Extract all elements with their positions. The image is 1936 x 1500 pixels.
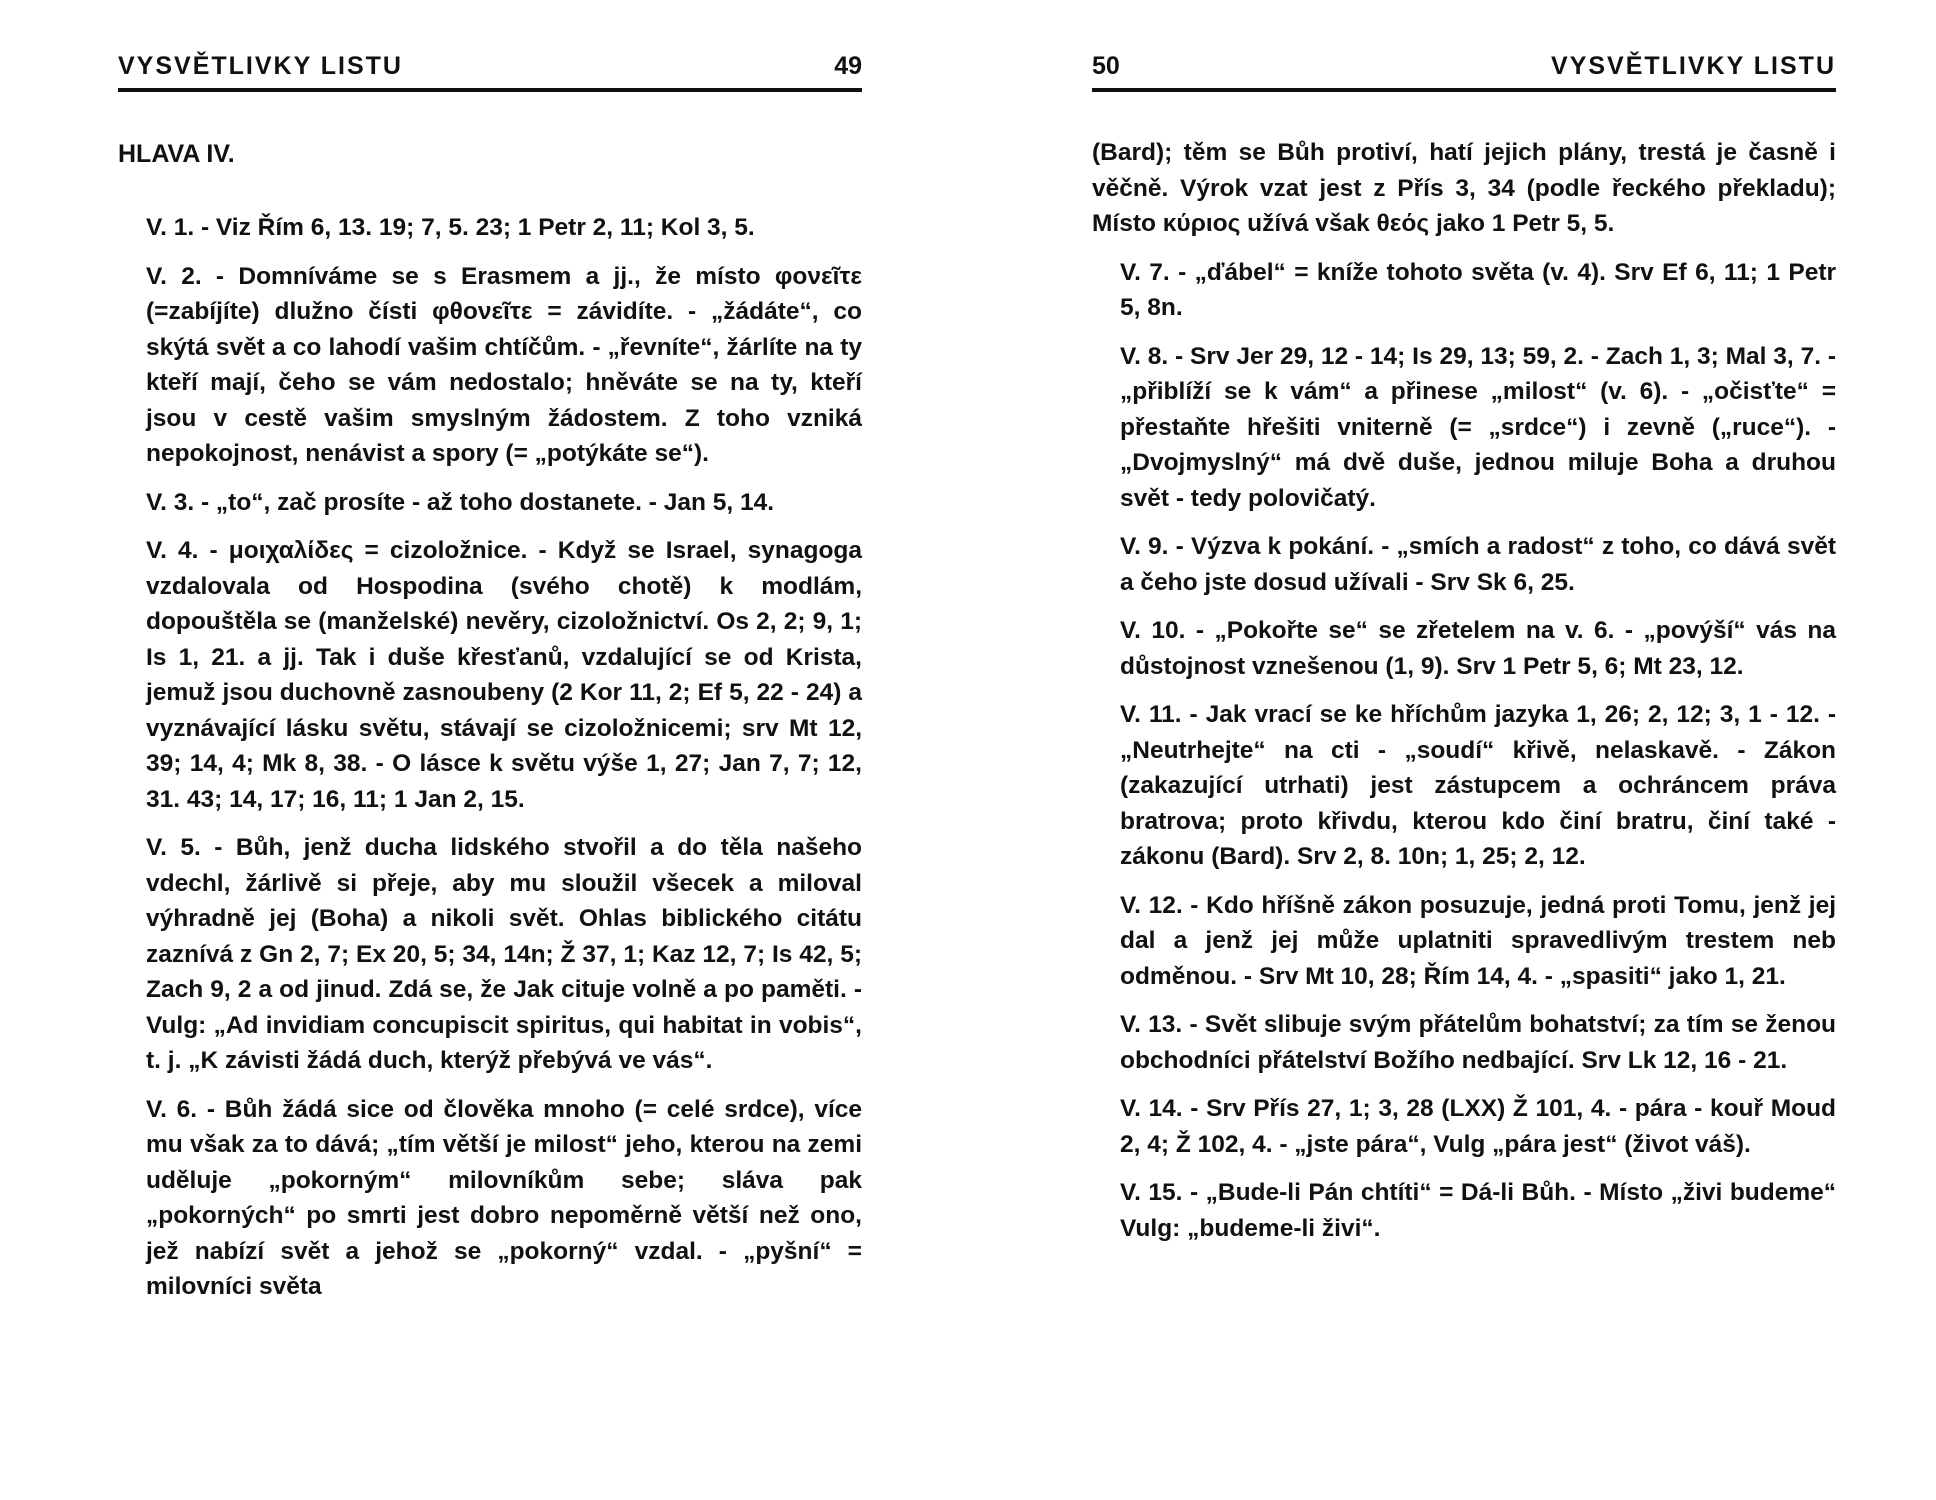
verse-note [118, 485, 862, 521]
verse-note [1092, 1007, 1836, 1078]
header-rule [118, 88, 862, 92]
verse-ref: V. 1. [146, 214, 195, 241]
verse-text: - Kdo hříšně zákon posuzuje, jedná proti Tomu, jenž jej dal a jenž jej může uplatniti spravedlivým trestem neb odměnou. - Srv Mt 10, 28; Řím 14, 4. - „spasiti“ jako 1, 21. [1120, 891, 1837, 990]
verse-ref: V. 6. [146, 1095, 198, 1123]
verse-text: - Viz Řím 6, 13. 19; 7, 5. 23; 1 Petr 2, 11; Kol 3, 5. [194, 214, 755, 241]
verse-ref: V. 10. [1120, 617, 1186, 644]
verse-ref: V. 4. [146, 537, 199, 564]
running-head [118, 52, 862, 85]
chapter-heading: HLAVA IV. [118, 140, 235, 168]
verse-note [1092, 1091, 1836, 1162]
verse-note [118, 210, 862, 246]
verse-ref: V. 2. [146, 262, 202, 290]
verse-text: - Domníváme se s Erasmem a jj., že místo φονεῖτε (=zabíjíte) dlužno čísti φθονεῖτε = závidíte. - „žádáte“, co skýtá svět a co lahodí vašim chtíčům. - „řevníte“, žárlíte na ty kteří mají, čeho se vám nedostalo; hněváte se na ty, kteří jsou v cestě vašim smyslným žádostem. Z toho vzniká nepokojnost, nenávist a spory (= „potýkáte se“). [146, 262, 863, 467]
running-head [1092, 52, 1836, 85]
verse-ref: V. 15. [1120, 1179, 1183, 1206]
verse-note [1092, 613, 1836, 684]
verse-text: - Svět slibuje svým přátelům bohatství; za tím se ženou obchodníci přátelství Božího nedbající. Srv Lk 12, 16 - 21. [1120, 1011, 1836, 1074]
verse-note [1092, 255, 1836, 326]
continuation-text: (Bard); těm se Bůh protiví, hatí jejich plány, trestá je časně i věčně. Výrok vzat jest z Přís 3, 34 (podle řeckého překladu); Místo κύριος užívá však θεός jako 1 Petr 5, 5. [1092, 139, 1836, 237]
header-rule [1092, 88, 1836, 92]
page-body [118, 210, 862, 1318]
verse-text: - Bůh žádá sice od člověka mnoho (= celé srdce), více mu však za to dává; „tím větší je milost“ jeho, kterou na zemi uděluje „pokorným“ milovníkům sebe; sláva pak „pokorných“ po smrti jest dobro nepoměrně větší než ono, jež nabízí svět a jehož se „pokorný“ vzdal. - „pyšní“ = milovníci světa [146, 1095, 863, 1300]
running-title: VYSVĚTLIVKY LISTU [118, 52, 403, 80]
page-number: 49 [834, 52, 862, 80]
page-number: 50 [1092, 52, 1120, 80]
verse-ref: V. 8. [1120, 342, 1169, 370]
verse-text: - „Bude-li Pán chtíti“ = Dá-li Bůh. - Místo „živi budeme“ Vulg: „budeme-li živi“. [1120, 1179, 1837, 1242]
verse-note [118, 533, 862, 817]
verse-text: - Výzva k pokání. - „smích a radost“ z toho, co dává svět a čeho jste dosud užívali - Srv Sk 6, 25. [1120, 533, 1836, 596]
verse-ref: V. 11. [1120, 701, 1182, 728]
verse-note [118, 830, 862, 1079]
verse-text: - „Pokořte se“ se zřetelem na v. 6. - „povýší“ vás na důstojnost vznešenou (1, 9). Srv 1 Petr 5, 6; Mt 23, 12. [1120, 617, 1837, 680]
verse-note [118, 1092, 862, 1305]
verse-ref: V. 7. [1120, 258, 1170, 286]
verse-text: - Srv Přís 27, 1; 3, 28 (LXX) Ž 101, 4. - pára - kouř Moud 2, 4; Ž 102, 4. - „jste pára“, Vulg „pára jest“ (život váš). [1120, 1095, 1836, 1158]
verse-ref: V. 14. [1120, 1095, 1183, 1122]
verse-note [1092, 888, 1836, 995]
verse-text: - Srv Jer 29, 12 - 14; Is 29, 13; 59, 2. - Zach 1, 3; Mal 3, 7. - „přiblíží se k vám“ a přinese „milost“ (v. 6). - „očisťte“ = přestaňte hřešiti vniterně (= „srdce“) i zevně („ruce“). - „Dvojmyslný“ má dvě duše, jednou miluje Boha a druhou svět - tedy polovičatý. [1120, 342, 1837, 512]
verse-ref: V. 12. [1120, 891, 1183, 919]
verse-text: - „to“, zač prosíte - až toho dostanete. - Jan 5, 14. [194, 488, 775, 516]
page-body [1092, 135, 1836, 1259]
verse-text: - Bůh, jenž ducha lidského stvořil a do těla našeho vdechl, žárlivě si přeje, aby mu sloužil všecek a miloval výhradně jej (Boha) a nikoli svět. Ohlas biblického citátu zaznívá z Gn 2, 7; Ex 20, 5; 34, 14n; Ž 37, 1; Kaz 12, 7; Is 42, 5; Zach 9, 2 a od jinud. Zdá se, že Jak cituje volně a po paměti. - Vulg: „Ad invidiam concupiscit spiritus, qui habitat in vobis“, t. j. „K závisti žádá duch, kterýž přebývá ve vás“. [146, 834, 863, 1074]
left-page [118, 0, 862, 1500]
verse-ref: V. 3. [146, 488, 195, 516]
verse-note [1092, 697, 1836, 875]
verse-note [1092, 529, 1836, 600]
verse-text: - „ďábel“ = kníže tohoto světa (v. 4). Srv Ef 6, 11; 1 Petr 5, 8n. [1120, 258, 1837, 321]
running-title: VYSVĚTLIVKY LISTU [1551, 52, 1836, 80]
verse-ref: V. 13. [1120, 1011, 1183, 1038]
verse-text: - μοιχαλίδες = cizoložnice. - Když se Israel, synagoga vzdalovala od Hospodina (svého chotě) k modlám, dopouštěla se (manželské) nevěry, cizoložnictví. Os 2, 2; 9, 1; Is 1, 21. a jj. Tak i duše křesťanů, vzdalující se od Krista, jemuž jsou duchovně zasnoubeny (2 Kor 11, 2; Ef 5, 22 - 24) a vyznávající lásku světu, stávají se cizoložnicemi; srv Mt 12, 39; 14, 4; Mk 8, 38. - O lásce k světu výše 1, 27; Jan 7, 7; 12, 31. 43; 14, 17; 16, 11; 1 Jan 2, 15. [146, 537, 862, 813]
verse-note [1092, 339, 1836, 517]
verse-note [1092, 1175, 1836, 1246]
verse-ref: V. 5. [146, 834, 201, 861]
right-page [1092, 0, 1836, 1500]
verse-ref: V. 9. [1120, 533, 1169, 560]
verse-text: - Jak vrací se ke hříchům jazyka 1, 26; 2, 12; 3, 1 - 12. - „Neutrhejte“ na cti - „soudí“ křivě, nelaskavě. - Zákon (zakazující utrhati) jest zástupcem a ochráncem práva bratrova; proto křivdu, kterou kdo činí bratru, činí také - zákonu (Bard). Srv 2, 8. 10n; 1, 25; 2, 12. [1120, 701, 1836, 870]
verse-note [118, 259, 862, 472]
